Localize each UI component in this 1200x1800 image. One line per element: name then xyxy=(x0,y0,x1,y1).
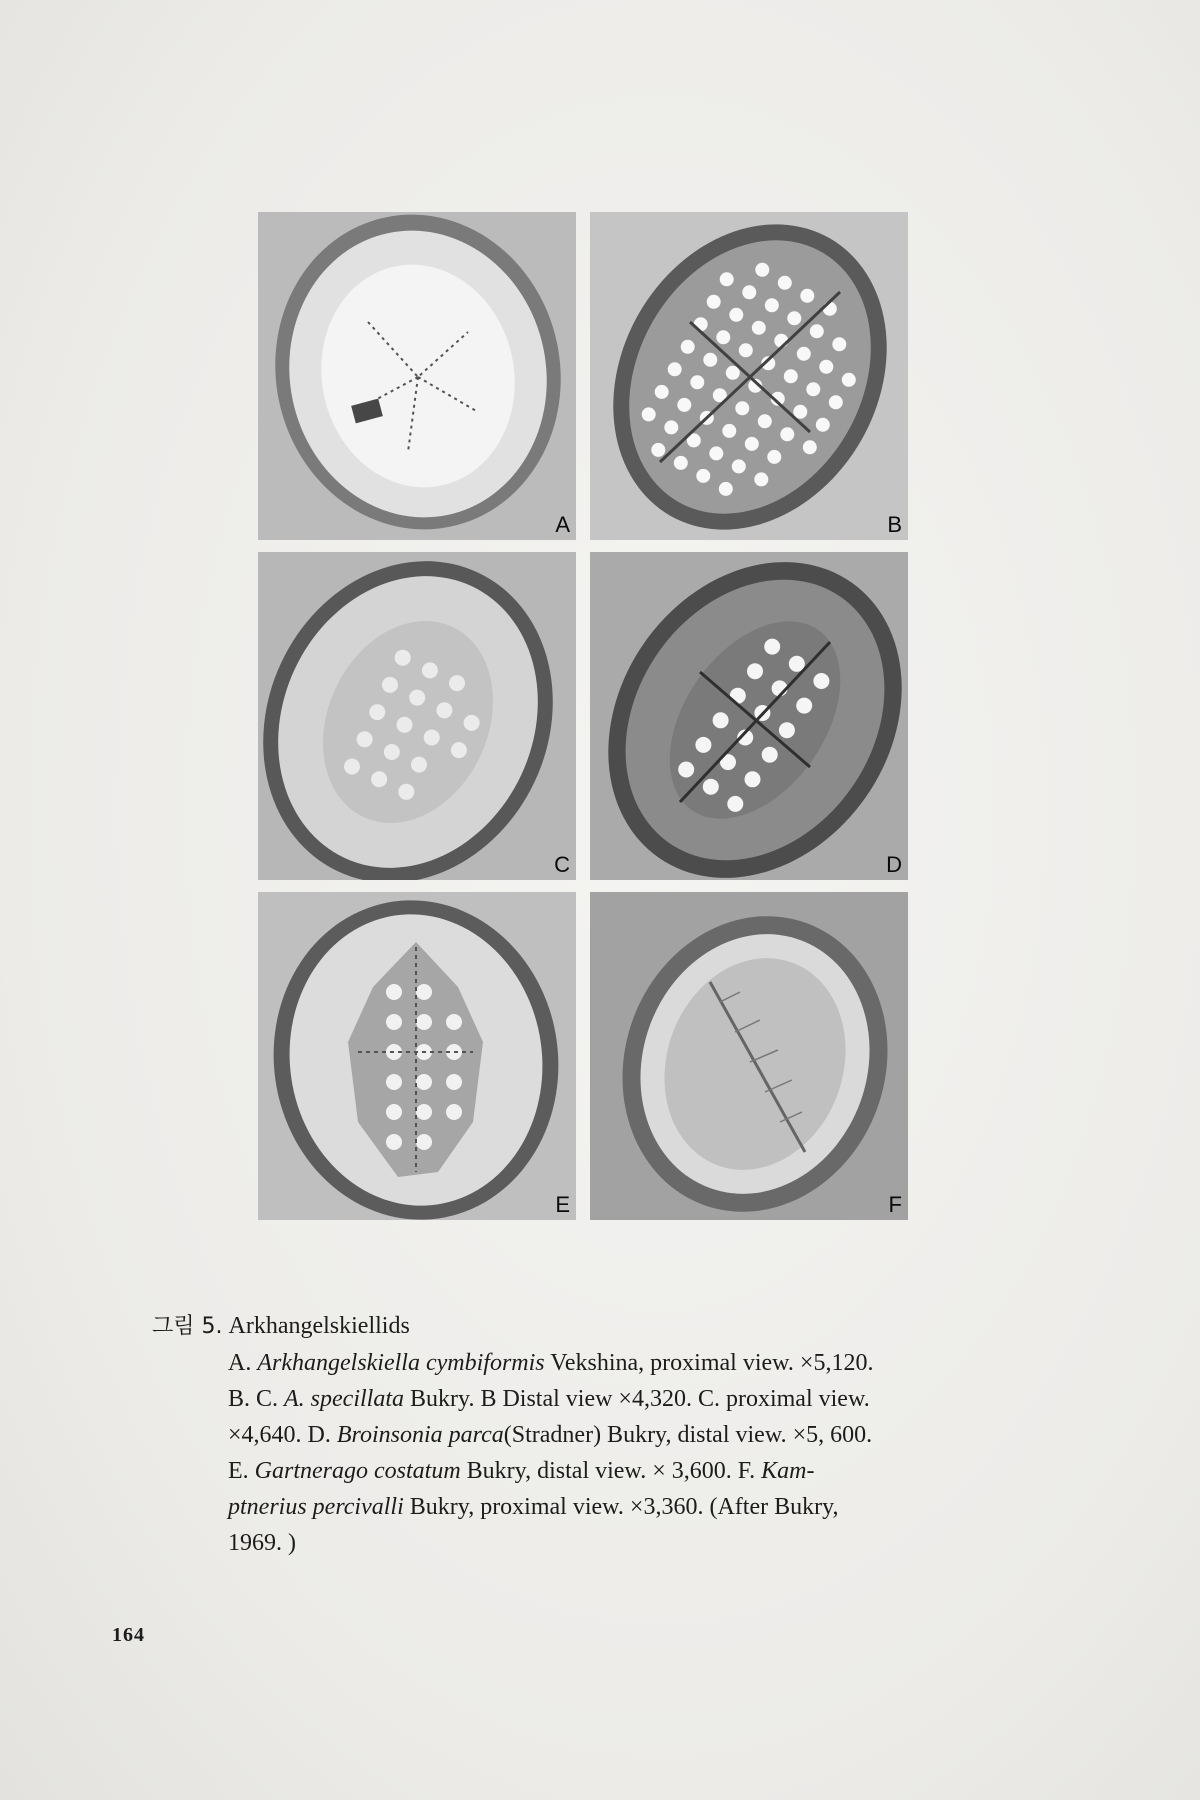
pore xyxy=(416,1104,432,1120)
caption-text: E. xyxy=(228,1458,255,1484)
caption-text: Bukry. B Distal view ×4,320. C. proximal view. xyxy=(404,1386,870,1412)
micrograph-a-image xyxy=(258,212,576,540)
pore xyxy=(386,1134,402,1150)
caption-heading xyxy=(152,1308,1052,1345)
caption-line xyxy=(228,1345,1052,1381)
panel-label-e: E xyxy=(555,1192,570,1217)
pore xyxy=(722,424,736,438)
pore xyxy=(813,673,829,689)
caption-text: Bukry, distal view. × 3,600. F. xyxy=(460,1458,762,1484)
pore xyxy=(732,459,746,473)
taxon-name: ptnerius percivalli xyxy=(228,1494,404,1520)
pore xyxy=(767,450,781,464)
pore xyxy=(655,385,669,399)
pore xyxy=(668,362,682,376)
taxon-name: Broinsonia parca xyxy=(336,1422,504,1448)
pore xyxy=(742,285,756,299)
pore xyxy=(397,717,413,733)
pore xyxy=(764,639,780,655)
pore xyxy=(735,401,749,415)
pore xyxy=(745,771,761,787)
pore xyxy=(416,1014,432,1030)
micrograph-f-image xyxy=(590,892,908,1220)
pore xyxy=(762,747,778,763)
pore xyxy=(779,722,795,738)
pore xyxy=(729,308,743,322)
pore xyxy=(716,330,730,344)
pore xyxy=(832,337,846,351)
pore xyxy=(451,742,467,758)
pore xyxy=(739,343,753,357)
pore xyxy=(842,373,856,387)
pore xyxy=(384,744,400,760)
taxon-name: Arkhangelskiella cymbiformis xyxy=(257,1350,545,1376)
pore xyxy=(446,1014,462,1030)
panel-label-b: B xyxy=(887,512,902,537)
pore xyxy=(446,1074,462,1090)
pore xyxy=(382,677,398,693)
pore xyxy=(727,796,743,812)
micrograph-e-image xyxy=(258,892,576,1220)
pore xyxy=(713,712,729,728)
pore xyxy=(784,369,798,383)
micrograph-c-image xyxy=(258,552,576,880)
micrograph-panel-d xyxy=(590,552,908,880)
pore xyxy=(787,311,801,325)
pore xyxy=(754,472,768,486)
caption-text: Vekshina, proximal view. ×5,120. xyxy=(544,1350,874,1376)
figure-caption xyxy=(152,1308,1052,1561)
pore xyxy=(371,771,387,787)
pore xyxy=(778,276,792,290)
pore xyxy=(719,482,733,496)
caption-line xyxy=(228,1525,1052,1561)
pore xyxy=(796,698,812,714)
pore xyxy=(416,1074,432,1090)
pore xyxy=(422,662,438,678)
pore xyxy=(449,675,465,691)
pore xyxy=(424,730,440,746)
taxon-name: A. specillata xyxy=(284,1386,404,1412)
caption-body xyxy=(152,1345,1052,1561)
pore xyxy=(696,469,710,483)
pore xyxy=(752,321,766,335)
caption-text: ×4,640. D. xyxy=(228,1422,337,1448)
pore xyxy=(690,375,704,389)
pore xyxy=(797,347,811,361)
caption-text: (Stradner) Bukry, distal view. ×5, 600. xyxy=(503,1422,873,1448)
micrograph-b-image xyxy=(590,212,908,540)
pore xyxy=(758,414,772,428)
pore xyxy=(386,1104,402,1120)
micrograph-d-image xyxy=(590,552,908,880)
pore xyxy=(806,382,820,396)
pore xyxy=(765,298,779,312)
caption-text: B. C. xyxy=(228,1386,285,1412)
pore xyxy=(398,784,414,800)
pore xyxy=(823,302,837,316)
pore xyxy=(678,762,694,778)
caption-text: 1969. ) xyxy=(228,1530,296,1556)
pore xyxy=(446,1104,462,1120)
taxon-name: Kam- xyxy=(761,1458,815,1484)
pore xyxy=(703,353,717,367)
panel-label-c: C xyxy=(554,852,570,877)
pore xyxy=(816,418,830,432)
pore xyxy=(386,1014,402,1030)
pore xyxy=(409,690,425,706)
pore xyxy=(780,427,794,441)
pore xyxy=(720,272,734,286)
page-number: 164 xyxy=(112,1624,145,1646)
pore xyxy=(395,650,411,666)
pore xyxy=(677,398,691,412)
pore xyxy=(416,1134,432,1150)
pore xyxy=(674,456,688,470)
caption-line xyxy=(228,1489,1052,1525)
pore xyxy=(810,324,824,338)
pore xyxy=(803,440,817,454)
panel-label-a: A xyxy=(555,512,570,537)
pore xyxy=(745,437,759,451)
pore xyxy=(436,702,452,718)
caption-line xyxy=(228,1417,1052,1453)
pore xyxy=(747,663,763,679)
pore xyxy=(386,1074,402,1090)
pore xyxy=(411,757,427,773)
pore xyxy=(651,443,665,457)
caption-text: A. xyxy=(228,1350,258,1376)
pore xyxy=(800,289,814,303)
pore xyxy=(695,737,711,753)
figure-label: 그림 5. xyxy=(152,1314,223,1339)
pore xyxy=(709,446,723,460)
micrograph-panel-b xyxy=(590,212,908,540)
caption-line xyxy=(228,1381,1052,1417)
pore xyxy=(681,340,695,354)
pore xyxy=(357,731,373,747)
pore xyxy=(369,704,385,720)
figure-plate xyxy=(252,212,924,1232)
caption-line xyxy=(228,1453,1052,1489)
pore xyxy=(386,984,402,1000)
pore xyxy=(464,715,480,731)
pore xyxy=(344,759,360,775)
pore xyxy=(829,395,843,409)
pore xyxy=(703,779,719,795)
micrograph-panel-c xyxy=(258,552,576,880)
panel-label-d: D xyxy=(886,852,902,877)
panel-label-f: F xyxy=(888,1192,902,1217)
micrograph-panel-f xyxy=(590,892,908,1220)
pore xyxy=(726,366,740,380)
pore xyxy=(664,420,678,434)
micrograph-panel-e xyxy=(258,892,576,1220)
caption-text: Bukry, proximal view. ×3,360. (After Bukry, xyxy=(403,1494,839,1520)
caption-title: Arkhangelskiellids xyxy=(228,1313,410,1339)
pore xyxy=(819,360,833,374)
pore xyxy=(755,263,769,277)
pore xyxy=(707,295,721,309)
pore xyxy=(642,407,656,421)
taxon-name: Gartnerago costatum xyxy=(254,1458,461,1484)
micrograph-panel-a xyxy=(258,212,576,540)
pore xyxy=(416,984,432,1000)
